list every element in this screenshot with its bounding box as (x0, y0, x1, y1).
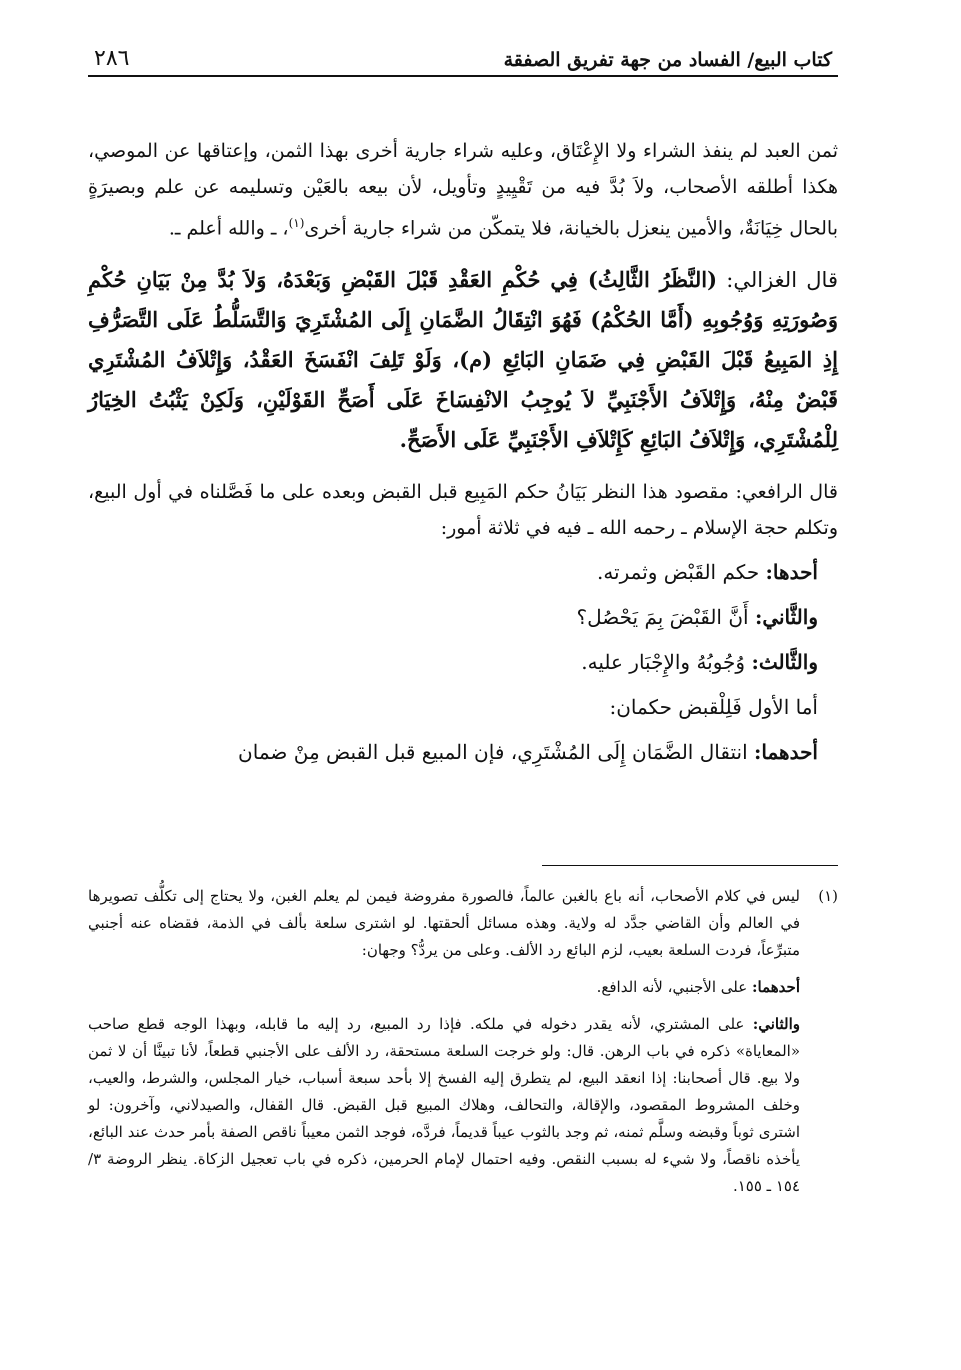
rafii-commentary (88, 474, 838, 546)
ghazali-quote (88, 260, 838, 460)
footnote-para-2: أحدهما: على الأجنبي، لأنه الدافع. (596, 978, 800, 996)
quote-label: قال الغزالي: (717, 268, 838, 293)
item-list (88, 550, 838, 775)
footnote-ref-1[interactable]: (١) (288, 216, 305, 230)
paragraph-1 (88, 133, 838, 246)
running-title: كتاب البيع/ الفساد من جهة تفريق الصفقة (503, 49, 832, 71)
footnote-body (88, 883, 800, 1210)
list-item: والثَّاني: أَنَّ القَبْضَ بِمَ يَحْصُل؟ (576, 605, 818, 630)
footnote-para-3: والثاني: على المشتري، لأنه يقدر دخوله في ملكه. فإذا رد المبيع، رد إليه ما قابله، وبهذا الوجه قطع صاحب «المعاياة» ذكره في باب الرهن. قال: ولو خرجت السلعة مستحقة، رد الألف على الأجنبي قطعاً، لأنا تبينَّا أن لا ثمن ولا بيع. قال أصحابنا: إذا انعقد البيع، لم يتطرق إليه الفسخ إلا بأحد سبعة أسباب، خيار المجلس، والشرط، والعيب، وخلف المشروط المقصود، والإقالة، والتحالف، وهلاك المبيع قبل القبض. قال القفال، والصيدلاني، وآخرون: لو اشترى ثوباً وقبضه وسلَّم ثمنه، ثم وجد بالثوب عيباً قديماً، فردَّه، فوجد الثمن معيباً ناقص الصفة بأمر حدث عند البائع، يأخذه ناقصاً، ولا شيء له بسبب النقص. وفيه احتمال لإمام الحرمين، ذكره في باب تعجيل الزكاة. ينظر الروضة ٣/ ١٥٤ ـ ١٥٥. (88, 1015, 800, 1195)
paragraph-1-text: ثمن العبد لم ينفذ الشراء ولا الإِعْتَاق، وعليه شراء جارية أخرى بهذا الثمن، وإعتاقها عن الموصي، هكذا أطلقه الأصحاب، ولاَ بُدَّ فيه من تَقْيِيدٍ وتأويل، لأن بيعه بالعَيْن وتسليمه عن علم وبصيرَةٍ بالحال خِيَانَةٌ، والأمين ينعزل بالخيانة، فلا يتمكّن من شراء جارية أخرى (88, 140, 838, 240)
page-number: ٢٨٦ (94, 46, 130, 71)
footnote-1 (88, 883, 838, 1210)
book-page (88, 35, 838, 1345)
main-text (88, 133, 838, 246)
quote-text: (النَّظَرُ الثَّالِثُ) فِي حُكْمِ العَقْدِ قَبْلَ القَبْضِ وَبَعْدَهُ، وَلاَ بُدَّ مِنْ بَيَانِ حُكْمِ وَصُورَتِهِ وَوُجُوبِهِ (أَمَّا الحُكْمُ) فَهُوَ انْتِقَالُ الضَّمَانِ إِلَى المُشْتَرِيَ وَالتَّسَلُّطُ عَلَى التَّصَرُّفِ إِذِ المَبِيعُ قَبْلَ القَبْضِ فِي ضَمَانِ البَائِعِ (م)، وَلَوْ تَلِفَ انْفَسَخَ العَقْدُ، وَإِتْلاَفُ المُشْتَرِي قَبْضٌ مِنْهُ، وَإِتْلاَفُ الأَجْنَبِيِّ لاَ يُوجِبُ الانْفِسَاخَ عَلَى أَصَحِّ القَوْلَيْنِ، وَلَكِنْ يَثْبُتُ الخِيَارُ لِلْمُشْتَرِي، وَإِتْلاَفُ البَائِعِ كَإِتْلاَفِ الأَجْنَبِيِّ عَلَى الأَصَحِّ. (88, 267, 838, 453)
footnote-number: (١) (818, 887, 838, 905)
list-item: والثَّالث: وُجُوبُهُ والإِجْبَار عليه. (581, 650, 818, 675)
footnote-para-1: ليس في كلام الأصحاب، أنه باع بالغبن عالماً، فالصورة مفروضة فيمن لم يعلم الغبن، ولا يحتاج إلى تكلُّف تصويرها في العالم وأن القاضي جدَّد له ولاية. وهذه مسائل ألحقتها. لو اشترى سلعة بألف في الذمة، فقضاه عنه أجنبي متبرِّعاً، فردت السلعة بعيب، لزم البائع رد الألف. وعلى من يردُّ؟ وجهان: (88, 887, 800, 959)
list-item: أحدها: حكم القَبْض وثمرته. (596, 560, 818, 585)
list-item: أما الأول فَلِلْقبض حكمان: (609, 695, 818, 720)
paragraph-1-end: ، ـ والله أعلم ـ. (168, 217, 289, 240)
rafii-text: قال الرافعي: مقصود هذا النظر بَيَانُ حكم المَبِيع قبل القبض وبعده على ما فَصَّلناه في أول البيع، وتكلم حجة الإسلام ـ رحمه الله ـ فيه في ثلاثة أمور: (88, 481, 838, 540)
running-header (88, 35, 838, 77)
footnote-separator (542, 865, 838, 866)
footnotes (88, 883, 838, 1210)
list-item: أحدهما: انتقال الضَّمَان إِلَى المُشْتَرِي، فإن المبيع قبل القبض مِنْ ضمان (238, 740, 818, 765)
